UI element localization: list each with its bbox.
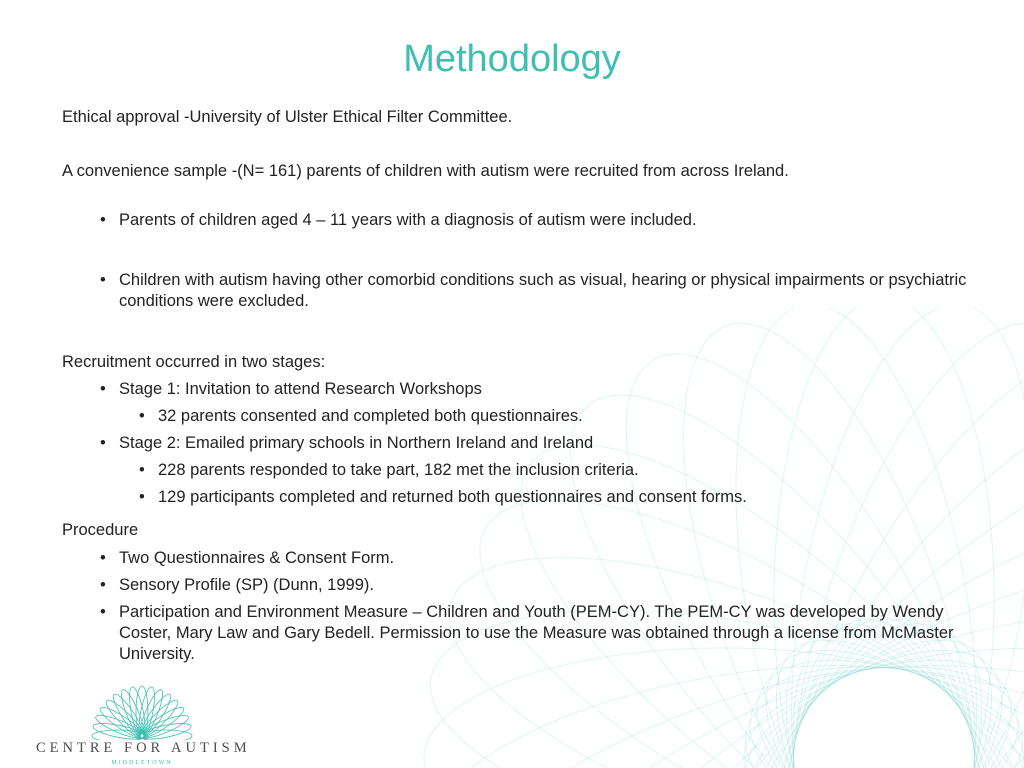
spirograph-background	[324, 308, 1024, 768]
inclusion-bullet: • Parents of children aged 4 – 11 years with a diagnosis of autism were included.	[119, 210, 697, 231]
recruitment-heading: Recruitment occurred in two stages:	[62, 353, 326, 371]
fan-shell-icon	[36, 680, 248, 740]
stage-2-detail-bullet: • 228 parents responded to take part, 182 met the inclusion criteria.	[158, 460, 639, 481]
procedure-bullet: • Two Questionnaires & Consent Form.	[119, 548, 394, 569]
exclusion-bullet: • Children with autism having other comorbid conditions such as visual, hearing or physical impairments or psychiatric conditions were excluded.	[119, 270, 969, 312]
procedure-heading: Procedure	[62, 521, 139, 539]
slide-title: Methodology	[403, 38, 621, 80]
stage-1-detail-bullet: • 32 parents consented and completed both questionnaires.	[158, 406, 583, 427]
stage-1-bullet: • Stage 1: Invitation to attend Research Workshops	[119, 379, 482, 400]
logo-subtitle: MIDDLETOWN	[111, 760, 173, 766]
sample-text: A convenience sample -(N= 161) parents of children with autism were recruited from across Ireland.	[62, 162, 789, 180]
logo-wordmark: CENTRE FOR AUTISM	[36, 740, 251, 756]
stage-2-detail-bullet: • 129 participants completed and returned both questionnaires and consent forms.	[158, 487, 747, 508]
stage-2-bullet: • Stage 2: Emailed primary schools in Northern Ireland and Ireland	[119, 433, 593, 454]
ethical-approval-text: Ethical approval -University of Ulster Ethical Filter Committee.	[62, 108, 513, 126]
procedure-bullet: • Participation and Environment Measure – Children and Youth (PEM-CY). The PEM-CY was developed by Wendy Coster, Mary Law and Gary Bedell. Permission to use the Measure was obtained through a license from McMaster University.	[119, 602, 964, 665]
procedure-bullet: • Sensory Profile (SP) (Dunn, 1999).	[119, 575, 374, 596]
centre-for-autism-logo	[36, 680, 251, 768]
